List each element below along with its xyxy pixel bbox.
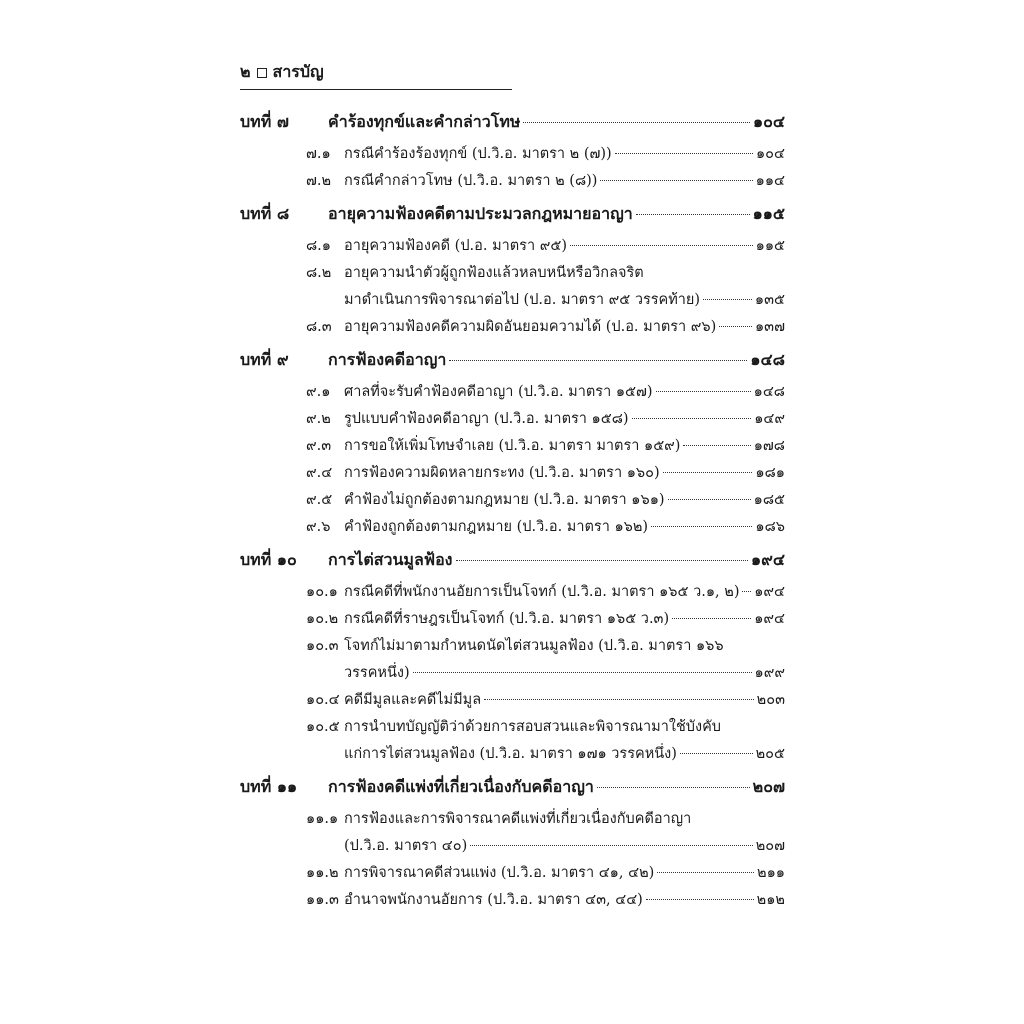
section-title: แก่การไต่สวนมูลฟ้อง (ป.วิ.อ. มาตรา ๑๗๑ วรรคหนึ่ง): [344, 746, 677, 762]
section-line: [344, 634, 785, 657]
section-title: อำนาจพนักงานอัยการ (ป.วิ.อ. มาตรา ๔๓, ๔๔): [344, 892, 643, 908]
section-title: โจทก์ไม่มาตามกำหนดนัดไต่สวนมูลฟ้อง (ป.วิ.อ. มาตรา ๑๖๖: [344, 638, 724, 654]
section-page: ๑๐๔: [755, 146, 785, 162]
section-entry: [306, 607, 785, 634]
section-line: [344, 834, 785, 857]
section-title: วรรคหนึ่ง): [344, 665, 410, 681]
section-entry: [306, 169, 785, 196]
dot-leader: [636, 214, 750, 215]
chapter-number: บทที่ ๗: [240, 112, 289, 131]
section-number: ๑๐.๕: [306, 719, 340, 735]
section-number: ๑๐.๓: [306, 638, 339, 654]
section-line: [344, 688, 785, 711]
section-title: การนำบทบัญญัติว่าด้วยการสอบสวนและพิจารณามาใช้บังคับ: [344, 719, 721, 735]
chapter-entry: [240, 348, 785, 380]
chapter-line: [328, 110, 785, 135]
dot-leader: [668, 499, 751, 500]
section-page: ๑๓๕: [754, 292, 785, 308]
section-entry: [306, 807, 785, 834]
dot-leader: [703, 299, 752, 300]
section-title: มาดำเนินการพิจารณาต่อไป (ป.อ. มาตรา ๙๕ วรรคท้าย): [344, 292, 701, 308]
section-page: ๑๑๕: [755, 238, 785, 254]
section-entry: [306, 888, 785, 915]
section-title: ศาลที่จะรับคำฟ้องคดีอาญา (ป.วิ.อ. มาตรา ๑๕๗): [344, 384, 653, 400]
section-line: [344, 142, 785, 165]
section-title: คำฟ้องไม่ถูกต้องตามกฎหมาย (ป.วิ.อ. มาตรา ๑๖๑): [344, 492, 665, 508]
dot-leader: [600, 180, 752, 181]
section-entry: [306, 715, 785, 742]
section-line: [344, 261, 785, 284]
section-page: ๑๔๙: [754, 411, 785, 427]
chapter-line: [328, 775, 785, 800]
section-entry: [306, 142, 785, 169]
dot-leader: [657, 872, 754, 873]
section-number: ๑๑.๑: [306, 811, 339, 827]
section-title: การขอให้เพิ่มโทษจำเลย (ป.วิ.อ. มาตรา มาตรา ๑๕๙): [344, 438, 681, 454]
section-entry: [306, 434, 785, 461]
chapter-page: ๑๙๔: [751, 550, 785, 569]
page-header: [240, 60, 512, 90]
section-entry: [306, 407, 785, 434]
chapter-page: ๑๑๕: [752, 204, 785, 223]
section-page: ๑๘๖: [755, 519, 785, 535]
dot-leader: [523, 122, 750, 123]
section-title: คำฟ้องถูกต้องตามกฎหมาย (ป.วิ.อ. มาตรา ๑๖๒): [344, 519, 649, 535]
section-number: ๑๐.๑: [306, 584, 338, 600]
section-title: การฟ้องและการพิจารณาคดีแพ่งที่เกี่ยวเนื่องกับคดีอาญา: [344, 811, 692, 827]
chapter-entry: [240, 775, 785, 807]
section-number: ๘.๒: [306, 265, 332, 281]
chapter-title: การไต่สวนมูลฟ้อง: [328, 550, 453, 569]
section-line: [344, 580, 785, 603]
section-page: ๒๐๗: [755, 838, 785, 854]
section-line: [344, 888, 785, 911]
section-number: ๙.๔: [306, 465, 333, 481]
section-number: ๗.๒: [306, 173, 332, 189]
dot-leader: [470, 845, 752, 846]
section-page: ๒๐๕: [755, 746, 785, 762]
section-entry: [306, 380, 785, 407]
section-line: [344, 661, 785, 684]
dot-leader: [413, 672, 752, 673]
section-number: ๙.๓: [306, 438, 332, 454]
section-entry: [306, 261, 785, 288]
section-entry: [306, 488, 785, 515]
dot-leader: [632, 418, 752, 419]
chapter-title: การฟ้องคดีแพ่งที่เกี่ยวเนื่องกับคดีอาญา: [328, 777, 594, 796]
section-page: ๒๐๓: [756, 692, 785, 708]
section-page: ๑๙๙: [754, 665, 785, 681]
section-title: รูปแบบคำฟ้องคดีอาญา (ป.วิ.อ. มาตรา ๑๕๘): [344, 411, 629, 427]
section-title: การฟ้องความผิดหลายกระทง (ป.วิ.อ. มาตรา ๑๖๐): [344, 465, 660, 481]
dot-leader: [719, 326, 752, 327]
section-entry: [306, 634, 785, 661]
section-title: (ป.วิ.อ. มาตรา ๔๐): [344, 838, 468, 854]
section-number: ๙.๕: [306, 492, 333, 508]
section-page: ๒๑๒: [756, 892, 785, 908]
dot-leader: [484, 699, 754, 700]
section-entry: [306, 515, 785, 542]
dot-leader: [663, 472, 753, 473]
table-of-contents: [240, 110, 785, 915]
dot-leader: [570, 245, 753, 246]
section-line: [344, 742, 785, 765]
section-line: [344, 434, 785, 457]
section-title: กรณีคำกล่าวโทษ (ป.วิ.อ. มาตรา ๒ (๘)): [344, 173, 598, 189]
section-line: [344, 488, 785, 511]
section-number: ๙.๖: [306, 519, 331, 535]
section-page: ๑๙๔: [754, 584, 785, 600]
section-number: ๘.๓: [306, 319, 332, 335]
dot-leader: [456, 560, 749, 561]
chapter-page: ๑๔๘: [750, 350, 785, 369]
section-title: กรณีคดีที่ราษฎรเป็นโจทก์ (ป.วิ.อ. มาตรา ๑๖๕ ว.๓): [344, 611, 670, 627]
section-entry: [306, 234, 785, 261]
page-number: ๒: [240, 62, 251, 81]
dot-leader: [672, 618, 751, 619]
chapter-entry: [240, 110, 785, 142]
section-line: [344, 861, 785, 884]
section-number: ๑๐.๔: [306, 692, 340, 708]
section-number: ๑๑.๓: [306, 892, 339, 908]
section-continuation: [344, 288, 785, 315]
section-line: [344, 515, 785, 538]
section-line: [344, 407, 785, 430]
chapter-number: บทที่ ๙: [240, 350, 289, 369]
chapter-number: บทที่ ๑๐: [240, 550, 297, 569]
section-page: ๑๑๔: [755, 173, 785, 189]
dot-leader: [742, 591, 751, 592]
section-page: ๑๔๘: [753, 384, 785, 400]
section-entry: [306, 688, 785, 715]
section-title: การพิจารณาคดีส่วนแพ่ง (ป.วิ.อ. มาตรา ๔๑, ๔๒): [344, 865, 655, 881]
section-line: [344, 715, 785, 738]
section-title: กรณีคดีที่พนักงานอัยการเป็นโจทก์ (ป.วิ.อ. มาตรา ๑๖๕ ว.๑, ๒): [344, 584, 740, 600]
chapter-number: บทที่ ๑๑: [240, 777, 298, 796]
section-line: [344, 807, 785, 830]
section-number: ๙.๒: [306, 411, 331, 427]
dot-leader: [651, 526, 752, 527]
section-number: ๑๐.๒: [306, 611, 339, 627]
chapter-entry: [240, 548, 785, 580]
section-page: ๑๗๘: [753, 438, 785, 454]
section-continuation: [344, 834, 785, 861]
section-line: [344, 315, 785, 338]
section-line: [344, 234, 785, 257]
dot-leader: [646, 899, 754, 900]
chapter-page: ๑๐๔: [752, 112, 785, 131]
chapter-line: [328, 548, 785, 573]
section-entry: [306, 315, 785, 342]
section-continuation: [344, 661, 785, 688]
section-title: อายุความฟ้องคดี (ป.อ. มาตรา ๙๕): [344, 238, 567, 254]
dot-leader: [597, 787, 750, 788]
section-title: กรณีคำร้องร้องทุกข์ (ป.วิ.อ. มาตรา ๒ (๗)): [344, 146, 612, 162]
section-line: [344, 169, 785, 192]
section-number: ๑๑.๒: [306, 865, 339, 881]
section-title: อายุความนำตัวผู้ถูกฟ้องแล้วหลบหนีหรือวิกลจริต: [344, 265, 644, 281]
chapter-line: [328, 348, 785, 373]
section-page: ๑๓๗: [754, 319, 785, 335]
chapter-title: การฟ้องคดีอาญา: [328, 350, 447, 369]
section-line: [344, 288, 785, 311]
section-continuation: [344, 742, 785, 769]
dot-leader: [656, 391, 751, 392]
square-bullet-icon: [257, 68, 267, 78]
section-entry: [306, 861, 785, 888]
chapter-title: คำร้องทุกข์และคำกล่าวโทษ: [328, 112, 521, 131]
section-page: ๑๘๕: [753, 492, 785, 508]
chapter-entry: [240, 202, 785, 234]
dot-leader: [615, 153, 753, 154]
section-page: ๑๘๑: [755, 465, 785, 481]
section-entry: [306, 461, 785, 488]
section-number: ๗.๑: [306, 146, 331, 162]
section-page: ๑๙๔: [754, 611, 785, 627]
section-page: ๒๑๑: [757, 865, 785, 881]
section-title: คดีมีมูลและคดีไม่มีมูล: [344, 692, 482, 708]
chapter-title: อายุความฟ้องคดีตามประมวลกฎหมายอาญา: [328, 204, 633, 223]
section-line: [344, 461, 785, 484]
chapter-page: ๒๐๗: [752, 777, 785, 796]
chapter-number: บทที่ ๘: [240, 204, 290, 223]
section-line: [344, 380, 785, 403]
chapter-line: [328, 202, 785, 227]
section-entry: [306, 580, 785, 607]
dot-leader: [449, 360, 747, 361]
section-number: ๙.๑: [306, 384, 331, 400]
section-title: อายุความฟ้องคดีความผิดอันยอมความได้ (ป.อ. มาตรา ๙๖): [344, 319, 717, 335]
dot-leader: [683, 445, 750, 446]
section-line: [344, 607, 785, 630]
dot-leader: [680, 753, 753, 754]
section-number: ๘.๑: [306, 238, 331, 254]
header-title: สารบัญ: [272, 62, 324, 81]
